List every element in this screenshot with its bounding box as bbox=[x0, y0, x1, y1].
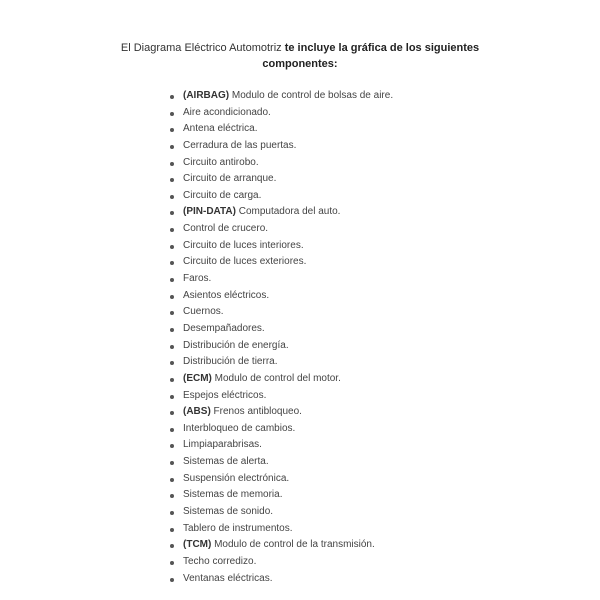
list-item-text: Tablero de instrumentos. bbox=[183, 522, 293, 534]
list-item bbox=[168, 521, 393, 538]
list-item-text: Ventanas eléctricas. bbox=[183, 572, 273, 584]
list-item-text: Sistemas de alerta. bbox=[183, 456, 269, 468]
list-item-code: (PIN-DATA) bbox=[183, 206, 236, 218]
list-item-text: Antena eléctrica. bbox=[183, 123, 258, 135]
intro-line-1 bbox=[0, 40, 600, 56]
list-item bbox=[168, 571, 393, 588]
list-item-code: (ECM) bbox=[183, 372, 212, 384]
intro-bold-text-2: componentes: bbox=[262, 58, 338, 70]
list-item bbox=[168, 254, 393, 271]
list-item bbox=[168, 188, 393, 205]
list-item bbox=[168, 121, 393, 138]
list-item bbox=[168, 238, 393, 255]
list-item-text: Sistemas de sonido. bbox=[183, 506, 274, 518]
list-item bbox=[168, 288, 393, 305]
list-item-text: Distribución de tierra. bbox=[183, 356, 278, 368]
list-item-text: Limpiaparabrisas. bbox=[183, 439, 262, 451]
list-item bbox=[168, 204, 393, 221]
list-item-code: (ABS) bbox=[183, 406, 211, 418]
list-item-text: Modulo de control de bolsas de aire. bbox=[229, 90, 394, 101]
list-item bbox=[168, 404, 393, 421]
list-item-text: Control de crucero. bbox=[183, 223, 269, 235]
list-item-text: Faros. bbox=[183, 273, 212, 285]
list-item bbox=[168, 271, 393, 288]
list-item-text: Circuito de carga. bbox=[183, 189, 262, 201]
list-item-text: Circuito de arranque. bbox=[183, 173, 277, 185]
list-item bbox=[168, 454, 393, 471]
intro-paragraph bbox=[0, 40, 600, 72]
list-item bbox=[168, 105, 393, 122]
list-item-text: Desempañadores. bbox=[183, 322, 265, 334]
list-item bbox=[168, 554, 393, 571]
component-list bbox=[168, 88, 393, 587]
list-item-text: Distribución de energía. bbox=[183, 339, 289, 351]
list-item-code: (AIRBAG) bbox=[183, 90, 230, 101]
list-item bbox=[168, 88, 393, 105]
list-item-text: Circuito de luces interiores. bbox=[183, 239, 304, 251]
list-item-text: Suspensión electrónica. bbox=[183, 472, 290, 484]
list-item bbox=[168, 171, 393, 188]
list-item bbox=[168, 221, 393, 238]
list-item bbox=[168, 421, 393, 438]
list-item bbox=[168, 371, 393, 388]
list-item bbox=[168, 487, 393, 504]
list-item bbox=[168, 471, 393, 488]
list-item-text: Circuito antirobo. bbox=[183, 156, 259, 168]
list-item bbox=[168, 338, 393, 355]
intro-normal-text: El Diagrama Eléctrico Automotriz bbox=[120, 42, 285, 54]
list-item-text: Espejos eléctricos. bbox=[183, 389, 267, 401]
list-item bbox=[168, 321, 393, 338]
list-item bbox=[168, 155, 393, 172]
list-item bbox=[168, 504, 393, 521]
list-item-text: Cuernos. bbox=[183, 306, 224, 318]
list-item bbox=[168, 388, 393, 405]
list-item-text: Modulo de control de la transmisión. bbox=[211, 539, 375, 551]
list-item-text: Interbloqueo de cambios. bbox=[183, 422, 296, 434]
intro-line-2 bbox=[0, 56, 600, 72]
list-item bbox=[168, 437, 393, 454]
list-item-text: Aire acondicionado. bbox=[183, 106, 271, 118]
list-item-code: (TCM) bbox=[183, 539, 212, 551]
list-item bbox=[168, 354, 393, 371]
list-item-text: Techo corredizo. bbox=[183, 555, 257, 567]
list-item-text: Sistemas de memoria. bbox=[183, 489, 283, 501]
list-item-text: Computadora del auto. bbox=[235, 206, 341, 218]
list-item-text: Modulo de control del motor. bbox=[211, 372, 341, 384]
list-item-text: Frenos antibloqueo. bbox=[210, 406, 302, 418]
list-item bbox=[168, 304, 393, 321]
list-item bbox=[168, 138, 393, 155]
intro-bold-text-1: te incluye la gráfica de los siguientes bbox=[284, 42, 480, 54]
list-item-text: Circuito de luces exteriores. bbox=[183, 256, 307, 268]
list-item-text: Cerradura de las puertas. bbox=[183, 139, 297, 151]
list-item-text: Asientos eléctricos. bbox=[183, 289, 270, 301]
list-item bbox=[168, 537, 393, 554]
